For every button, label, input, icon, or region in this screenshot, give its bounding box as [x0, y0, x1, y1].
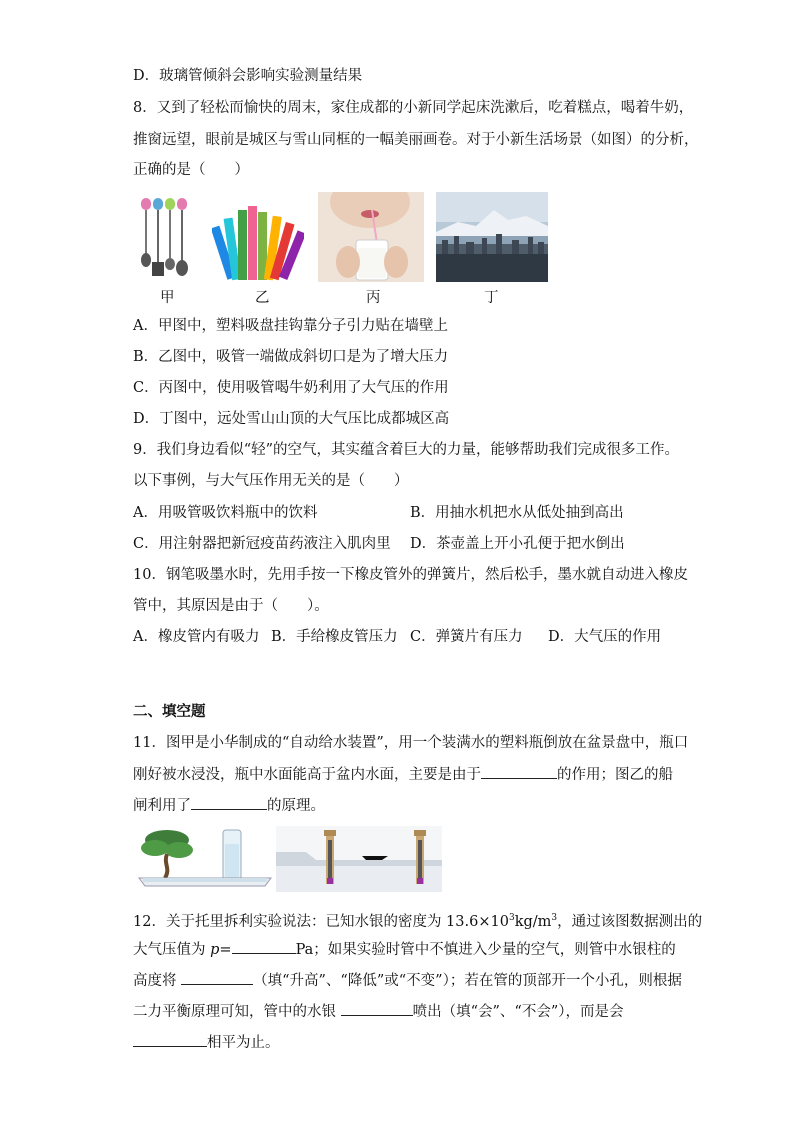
q12-blank-3[interactable]	[341, 1001, 413, 1016]
q12-stem-line1	[133, 908, 702, 932]
q12-stem-line3	[133, 970, 682, 991]
q12-blank-2[interactable]	[181, 970, 253, 985]
q11-blank-1[interactable]	[481, 764, 557, 779]
q10-stem-line1: 10．钢笔吸墨水时，先用手按一下橡皮管外的弹簧片，然后松手，墨水就自动进入橡皮	[133, 567, 688, 583]
q8-option-d[interactable]: D．丁图中，远处雪山山顶的大气压比成都城区高	[133, 411, 450, 427]
q12-text-2b: =	[219, 942, 232, 958]
q9-option-d[interactable]: D．茶壶盖上开小孔便于把水倒出	[410, 536, 625, 552]
q12-stem-line2	[133, 939, 676, 960]
q12-sup-2: 3	[551, 913, 558, 923]
figure-bing-milk	[318, 192, 424, 282]
q12-text-3b: （填“升高”、“降低”或“不变”）；若在管的顶部开一个小孔，则根据	[253, 973, 682, 989]
figure-jia-utensils	[137, 192, 197, 282]
q10-option-d[interactable]: D．大气压的作用	[548, 629, 662, 645]
q12-blank-4[interactable]	[133, 1032, 207, 1047]
q7-option-d[interactable]: D．玻璃管倾斜会影响实验测量结果	[133, 68, 363, 84]
q10-option-c[interactable]: C．弹簧片有压力	[410, 629, 523, 645]
q9-option-c[interactable]: C．用注射器把新冠疫苗药液注入肌肉里	[133, 536, 391, 552]
q12-stem-line5	[133, 1032, 280, 1053]
q11-text-3b: 的原理。	[267, 798, 325, 814]
q12-text-5b: 相平为止。	[207, 1035, 280, 1051]
section-heading-fill-blank: 二、填空题	[133, 704, 206, 720]
q12-blank-1[interactable]	[232, 939, 296, 954]
q12-text-2a: 大气压值为	[133, 942, 211, 958]
q12-text-2c: Pa；如果实验时管中不慎进入少量的空气，则管中水银柱的	[295, 942, 676, 958]
q12-stem-line4	[133, 1001, 624, 1022]
q9-option-a[interactable]: A．用吸管吸饮料瓶中的饮料	[133, 505, 318, 521]
q12-text-4b: 喷出（填“会”、“不会”），而是会	[412, 1004, 624, 1020]
q10-stem-line2: 管中，其原因是由于（ ）。	[133, 598, 329, 614]
q10-option-b[interactable]: B．手给橡皮管压力	[271, 629, 398, 645]
q8-option-b[interactable]: B．乙图中，吸管一端做成斜切口是为了增大压力	[133, 349, 449, 365]
caption-yi: 乙	[255, 290, 270, 306]
q12-text-3a: 高度将	[133, 973, 182, 989]
q8-option-c[interactable]: C．丙图中，使用吸管喝牛奶利用了大气压的作用	[133, 380, 449, 396]
q11-text-3a: 闸利用了	[133, 798, 191, 814]
q8-stem-line1: 8．又到了轻松而愉快的周末，家住成都的小新同学起床洗漱后，吃着糕点，喝着牛奶，	[133, 100, 694, 116]
caption-bing: 丙	[366, 290, 381, 306]
caption-jia: 甲	[160, 290, 175, 306]
figure-ding-city	[436, 192, 548, 282]
q12-text-1b: kg/m	[514, 913, 552, 930]
q9-option-b[interactable]: B．用抽水机把水从低处抽到高出	[410, 505, 624, 521]
q11-blank-2[interactable]	[191, 795, 267, 810]
q10-option-a[interactable]: A．橡皮管内有吸力	[133, 629, 260, 645]
q11-text-2a: 刚好被水浸没，瓶中水面能高于盆内水面，主要是由于	[133, 767, 481, 783]
q8-stem-line2: 推窗远望，眼前是城区与雪山同框的一幅美丽画卷。对于小新生活场景（如图）的分析，	[133, 132, 699, 148]
q11-stem-line3	[133, 795, 325, 816]
caption-ding: 丁	[484, 290, 499, 306]
q12-text-4a: 二力平衡原理可知，管中的水银	[133, 1004, 341, 1020]
q12-sup-1: 3	[508, 913, 515, 923]
q9-stem-line2: 以下事例，与大气压作用无关的是（ ）	[133, 473, 409, 489]
q11-stem-line1: 11．图甲是小华制成的“自动给水装置”，用一个装满水的塑料瓶倒放在盆景盘中，瓶口	[133, 735, 689, 751]
figure-yi-straws	[212, 200, 304, 282]
q12-text-1c: ，通过该图数据测出的	[557, 913, 703, 930]
q8-stem-line3: 正确的是（ ）	[133, 162, 249, 178]
q9-stem-line1: 9．我们身边看似“轻”的空气，其实蕴含着巨大的力量，能够帮助我们完成很多工作。	[133, 442, 680, 458]
q12-text-1a: 12．关于托里拆利实验说法：已知水银的密度为 13.6×10	[133, 913, 509, 930]
figure-ship-lock	[276, 826, 442, 892]
q11-text-2b: 的作用；图乙的船	[557, 767, 673, 783]
q11-stem-line2	[133, 764, 673, 785]
figure-auto-water-device	[137, 826, 273, 892]
q8-option-a[interactable]: A．甲图中，塑料吸盘挂钩靠分子引力贴在墙壁上	[133, 318, 448, 334]
q12-var-p: p	[210, 942, 220, 958]
